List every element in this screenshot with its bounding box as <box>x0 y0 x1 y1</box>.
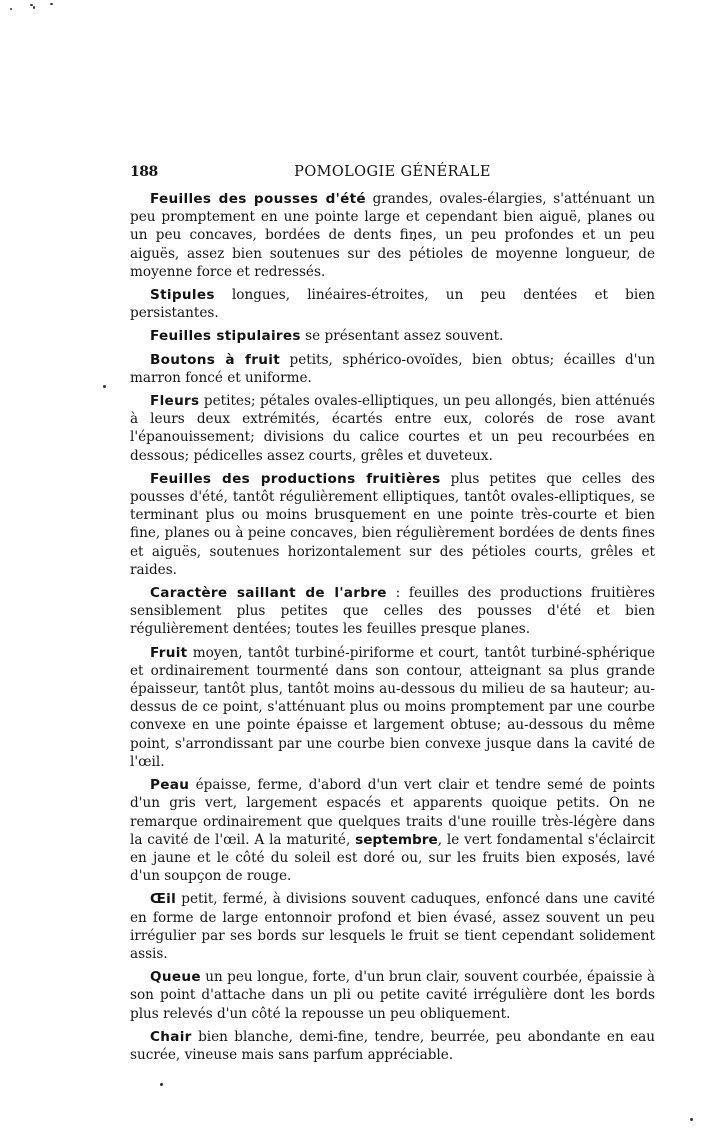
description-paragraph <box>130 286 655 322</box>
page-header <box>130 164 655 184</box>
paragraph-text-after: , le vert fondamental s'éclaircit en jaune et le côté du soleil est doré ou, sur les fruits bien exposés, lavé d'un soupçon de rouge. <box>130 831 655 885</box>
description-paragraph <box>130 327 655 345</box>
description-paragraph <box>130 351 655 387</box>
scan-speck <box>103 385 106 388</box>
paragraph-term: Fruit <box>150 644 188 661</box>
paragraph-term: Feuilles stipulaires <box>150 328 301 345</box>
description-paragraph <box>130 890 655 963</box>
paragraph-text: longues, linéaires-étroites, un peu dentées et bien persistantes. <box>130 287 655 322</box>
page-number: 188 <box>130 164 158 180</box>
description-paragraph <box>130 968 655 1023</box>
paragraph-term: Feuilles des pousses d'été <box>150 191 366 207</box>
description-paragraph <box>130 584 655 639</box>
scan-speck <box>10 8 12 10</box>
paragraph-term: Boutons à fruit <box>150 351 281 368</box>
paragraph-text: bien blanche, demi-fine, tendre, beurrée, peu abondante en eau sucrée, vineuse mais sans parfum appréciable. <box>130 1028 655 1063</box>
paragraph-text: petit, fermé, à divisions souvent caduques, enfoncé dans une cavité en forme de large entonnoir profond et bien évasé, assez souvent un peu irrégulier par ses bords sur lesquels le fruit se tient cependant solidement assis. <box>130 891 655 962</box>
paragraph-term: Peau <box>150 777 190 794</box>
paragraph-text: moyen, tantôt turbiné-piriforme et court, tantôt turbiné-sphérique et ordinairement tourmenté dans son contour, atteignant sa plus grande épaisseur, tantôt plus, tantôt moins au-dessous du milieu de sa hauteur; au-dessus de ce point, s'atténuant plus ou moins promptement par une courbe convexe en une pointe épaisse et largement obtuse; au-dessous du même point, s'arrondissant par une courbe bien convexe jusque dans la cavité de l'œil. <box>130 644 655 770</box>
running-title: POMOLOGIE GÉNÉRALE <box>294 164 491 180</box>
scan-speck <box>50 3 53 5</box>
scan-speck <box>690 1118 693 1121</box>
paragraph-text: un peu longue, forte, d'un brun clair, souvent courbée, épaissie à son point d'attache dans un pli ou petite cavité irrégulière dont les bords plus relevés d'un côté la repousse un peu obliquement. <box>130 969 655 1022</box>
description-paragraph <box>130 470 655 579</box>
paragraph-term: Fleurs <box>150 393 200 410</box>
paragraph-text: épaisse, ferme, d'abord d'un vert clair et tendre semé de points d'un gris vert, largement espacés et apparents quoique petits. On ne remarque ordinairement que quelques traits d'une rouille très-légère dans la cavité de l'œil. A la maturité, <box>130 777 655 848</box>
paragraph-text: : feuilles des productions fruitières sensiblement plus petites que celles des pousses d'été et bien régulièrement dentées; toutes les feuilles presque planes. <box>130 585 655 638</box>
paragraph-text: plus petites que celles des pousses d'été, tantôt régulièrement elliptiques, tantôt ovales-elliptiques, se terminant plus ou moins brusquement en une pointe très-courte et bien fine, planes ou à peine concaves, bien régulièrement bordées de dents fines et aiguës, soutenues horizontalement sur des pétioles courts, grêles et raides. <box>130 470 655 578</box>
paragraph-text: se présentant assez souvent. <box>300 328 504 345</box>
description-paragraph <box>130 776 655 885</box>
scan-speck <box>160 1083 163 1086</box>
scan-speck <box>33 6 35 9</box>
paragraph-term: Feuilles des productions fruitières <box>150 470 441 487</box>
paragraph-text: petites; pétales ovales-elliptiques, un peu allongés, bien atténués à leurs deux extrémités, écartés entre eux, colorés de rose avant l'épanouissement; divisions du calice courtes et un peu recourbées en dessous; pédicelles assez courts, grêles et duveteux. <box>130 393 655 464</box>
page-body <box>130 190 655 1069</box>
paragraph-term: Queue <box>150 969 201 986</box>
paragraph-text: petits, sphérico-ovoïdes, bien obtus; écailles d'un marron foncé et uniforme. <box>130 351 655 386</box>
description-paragraph <box>130 644 655 771</box>
inline-bold-term: septembre <box>355 831 438 848</box>
description-paragraph <box>130 190 655 281</box>
description-paragraph <box>130 1028 655 1064</box>
paragraph-term: Caractère saillant de l'arbre <box>150 585 387 602</box>
paragraph-text: grandes, ovales-élargies, s'atténuant un peu promptement en une pointe large et cependant bien aiguë, planes ou un peu concaves, bordées de dents fines, un peu profondes et un peu aiguës, assez bien soutenues sur des pétioles de moyenne longueur, de moyenne force et redressés. <box>130 191 656 280</box>
paragraph-term: Stipules <box>150 287 215 304</box>
description-paragraph <box>130 392 655 465</box>
paragraph-term: Chair <box>150 1028 192 1045</box>
paragraph-term: Œil <box>150 891 177 908</box>
